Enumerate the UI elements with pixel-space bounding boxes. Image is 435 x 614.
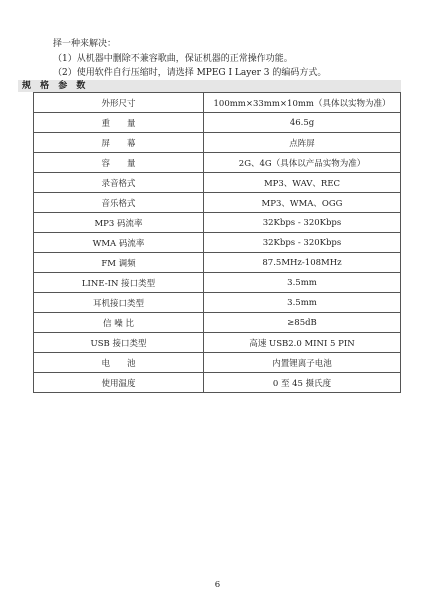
spec-label: LINE-IN 接口类型 bbox=[34, 273, 204, 293]
spec-value: 高速 USB2.0 MINI 5 PIN bbox=[204, 333, 401, 353]
intro-text bbox=[53, 37, 326, 81]
section-title: 规 格 参 数 bbox=[22, 81, 89, 91]
table-row bbox=[34, 273, 401, 293]
spec-value: 46.5g bbox=[204, 113, 401, 133]
spec-value: 100mm×33mm×10mm（具体以实物为准） bbox=[204, 93, 401, 113]
table-row bbox=[34, 193, 401, 213]
spec-value: 2G、4G（具体以产品实物为准） bbox=[204, 153, 401, 173]
spec-label: WMA 码流率 bbox=[34, 233, 204, 253]
table-row bbox=[34, 333, 401, 353]
spec-value: MP3、WAV、REC bbox=[204, 173, 401, 193]
table-row bbox=[34, 93, 401, 113]
spec-label: 信 噪 比 bbox=[34, 313, 204, 333]
table-row bbox=[34, 113, 401, 133]
table-row bbox=[34, 153, 401, 173]
spec-label: 容 量 bbox=[34, 153, 204, 173]
intro-line-3: （2）使用软件自行压缩时，请选择 MPEG I Layer 3 的编码方式。 bbox=[53, 68, 327, 78]
page-number: 6 bbox=[214, 580, 221, 590]
intro-line-2: （1）从机器中删除不兼容歌曲，保证机器的正常操作功能。 bbox=[53, 53, 293, 64]
spec-table bbox=[33, 92, 401, 393]
spec-label: 耳机接口类型 bbox=[34, 293, 204, 313]
spec-label: 外形尺寸 bbox=[34, 93, 204, 113]
table-row bbox=[34, 233, 401, 253]
spec-label: USB 接口类型 bbox=[34, 333, 204, 353]
spec-label: 屏 幕 bbox=[34, 133, 204, 153]
spec-value: 87.5MHz-108MHz bbox=[204, 253, 401, 273]
table-row bbox=[34, 133, 401, 153]
spec-value: 32Kbps - 320Kbps bbox=[204, 213, 401, 233]
spec-value: 32Kbps - 320Kbps bbox=[204, 233, 401, 253]
table-row bbox=[34, 293, 401, 313]
spec-label: 电 池 bbox=[34, 353, 204, 373]
table-row bbox=[34, 373, 401, 393]
spec-value: ≥85dB bbox=[204, 313, 401, 333]
table-row bbox=[34, 213, 401, 233]
table-row bbox=[34, 253, 401, 273]
table-row bbox=[34, 173, 401, 193]
spec-label: 使用温度 bbox=[34, 373, 204, 393]
table-row bbox=[34, 353, 401, 373]
intro-line-1: 择一种来解决： bbox=[53, 39, 117, 49]
spec-label: 重 量 bbox=[34, 113, 204, 133]
spec-value: 点阵屏 bbox=[204, 133, 401, 153]
spec-value: 内置锂离子电池 bbox=[204, 353, 401, 373]
spec-value: 0 至 45 摄氏度 bbox=[204, 373, 401, 393]
spec-label: FM 调频 bbox=[34, 253, 204, 273]
spec-value: 3.5mm bbox=[204, 293, 401, 313]
table-row bbox=[34, 313, 401, 333]
spec-label: 录音格式 bbox=[34, 173, 204, 193]
spec-value: 3.5mm bbox=[204, 273, 401, 293]
spec-label: MP3 码流率 bbox=[34, 213, 204, 233]
spec-value: MP3、WMA、OGG bbox=[204, 193, 401, 213]
spec-label: 音乐格式 bbox=[34, 193, 204, 213]
